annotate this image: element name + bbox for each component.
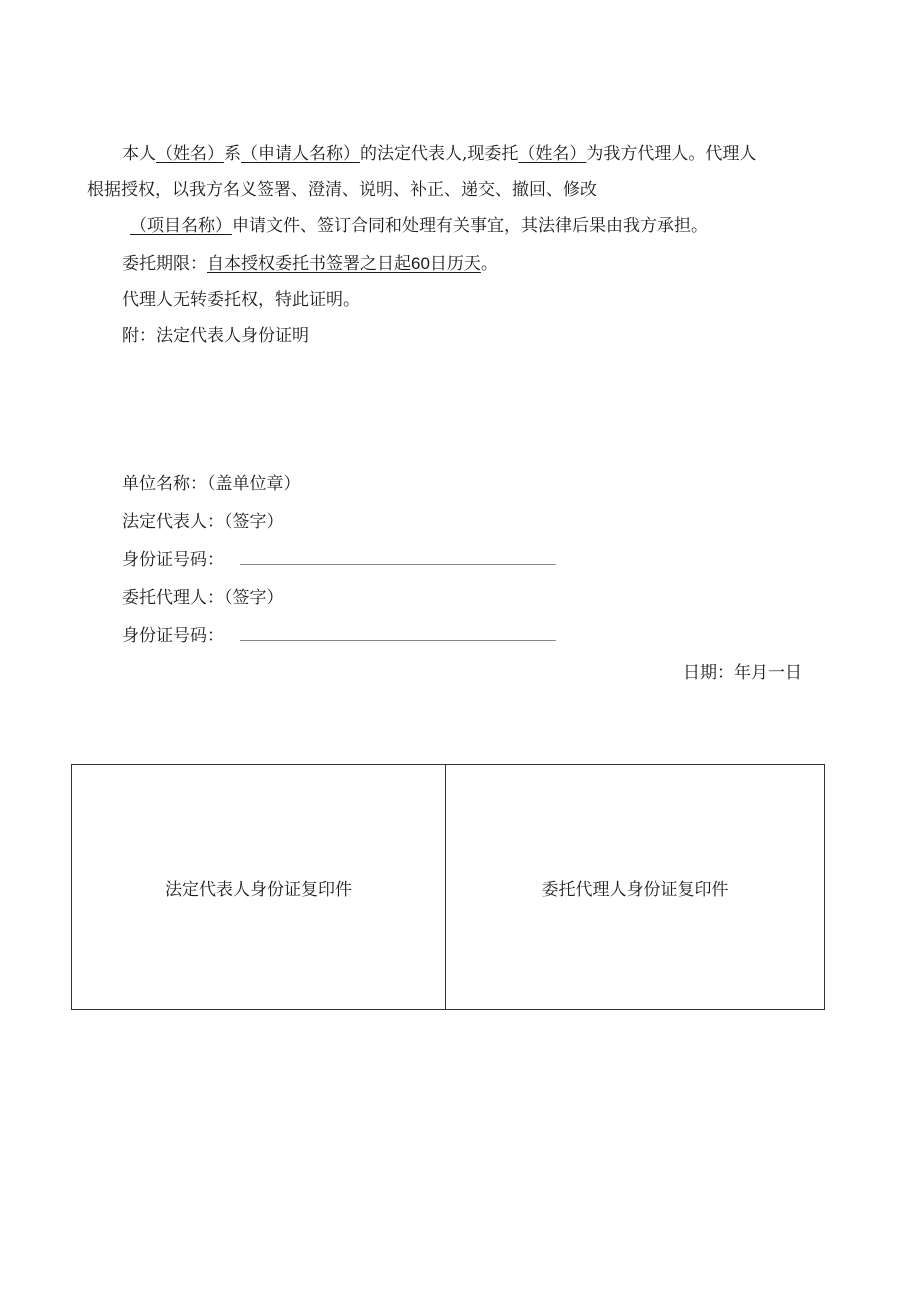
text: 本人 [122, 144, 156, 164]
attachment-line: 附：法定代表人身份证明 [122, 326, 309, 346]
para-line-1 [122, 142, 756, 166]
cell-label: 委托代理人身份证复印件 [541, 879, 729, 900]
id-label: 身份证号码： [122, 626, 224, 646]
agent-id-copy-cell [446, 765, 824, 1009]
term-line: 委托期限：自本授权委托书签署之日起60日历天。 [122, 254, 498, 274]
blank-project-name: （项目名称） [130, 216, 232, 236]
term-label: 委托期限： [122, 254, 207, 274]
text: 申请文件、签订合同和处理有关事宜，其法律后果由我方承担。 [232, 216, 708, 236]
id-number-blank [240, 640, 556, 641]
term-value: 自本授权委托书签署之日起60日历天 [207, 254, 481, 274]
date-line: 日期：年月一日 [683, 663, 802, 683]
para-line-3 [130, 214, 708, 238]
cell-label: 法定代表人身份证复印件 [165, 879, 352, 900]
text: 为我方代理人。代理人 [586, 144, 757, 164]
id-number-blank [240, 564, 556, 565]
blank-applicant-name: （申请人名称） [241, 144, 360, 164]
unit-name-line: 单位名称：（盖单位章） [122, 474, 301, 494]
para-line-2: 根据授权，以我方名义签署、澄清、说明、补正、递交、撤回、修改 [87, 180, 597, 200]
id-copy-table [71, 764, 825, 1010]
id-label: 身份证号码： [122, 550, 224, 570]
text: 的法定代表人,现委托 [360, 144, 519, 164]
agent-line: 委托代理人：（签字） [122, 588, 284, 608]
id-number-line-1 [122, 548, 556, 572]
term-days: 60 [411, 254, 430, 273]
text: 系 [224, 144, 241, 164]
blank-agent-name: （姓名） [518, 144, 587, 164]
id-number-line-2 [122, 624, 556, 648]
blank-name: （姓名） [156, 144, 224, 164]
no-subdelegation-line: 代理人无转委托权，特此证明。 [122, 290, 360, 310]
legal-rep-id-copy-cell [72, 765, 446, 1009]
legal-rep-line: 法定代表人：（签字） [122, 512, 284, 532]
